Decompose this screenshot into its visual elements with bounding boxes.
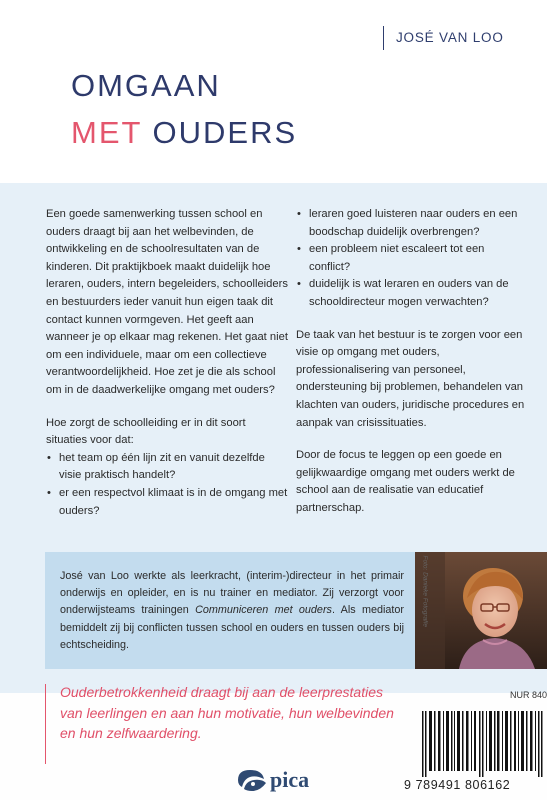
bullet-item: • er een respectvol klimaat is in de omgang met ouders? <box>46 485 288 520</box>
question-paragraph: Hoe zorgt de schoolleiding er in dit soort situaties voor dat: <box>46 416 246 447</box>
left-column <box>46 206 288 520</box>
author-name: JOSÉ VAN LOO <box>396 30 504 45</box>
title-line-2 <box>71 115 297 151</box>
intro-paragraph: Een goede samenwerking tussen school en ouders draagt bij aan het welbevinden, de ontwikkeling en de schoolresultaten van de kinderen. Dit praktijkboek maakt duidelijk hoe leraren, ouders, intern begeleiders, schoolleiders en bestuurders ieder vanuit hun eigen taak dit contact kunnen vormgeven. Het geeft aan wanneer je op elkaar mag rekenen. Het gaat niet om een individuele, maar om een collectieve verantwoordelijkheid. Hoe zet je die als school om in de daadwerkelijke omgang met ouders? <box>46 208 288 396</box>
bullet-item: • leraren goed luisteren naar ouders en een boodschap duidelijk overbrengen? <box>296 206 528 241</box>
author-photo <box>415 552 547 669</box>
bio-text-start: José van Loo werkte als leerkracht, (interim-)directeur in het primair onderwijs en opleider, en is nu trainer en mediator. Zij verzorgt voor onderwijsteams trainingen <box>60 570 404 617</box>
author-bio <box>60 568 404 654</box>
bullet-item: • het team op één lijn zit en vanuit dezelfde visie praktisch handelt? <box>46 450 288 485</box>
bio-training-title: Communiceren met ouders <box>195 604 332 617</box>
photo-credit: Foto: Danieke Fotografie <box>421 555 429 628</box>
author-divider <box>383 26 384 50</box>
bullet-item: • een probleem niet escaleert tot een conflict? <box>296 241 528 276</box>
barcode <box>420 711 547 777</box>
isbn-number: 9 789491 806162 <box>404 778 511 792</box>
publisher-logo-icon <box>236 767 268 793</box>
board-paragraph: De taak van het bestuur is te zorgen voor een visie op omgang met ouders, professionalisering van personeel, ondersteuning bij problemen, behandelen van klachten van ouders, juridische procedures en aanpak van crisissituaties. <box>296 328 525 429</box>
right-column <box>296 206 528 518</box>
partnership-paragraph: Door de focus te leggen op een goede en gelijkwaardige omgang met ouders werkt de school aan de realisatie van educatief partnerschap. <box>296 449 515 514</box>
bio-text-end: . Als mediator bemiddelt zij bij conflicten tussen school en ouders en tussen ouders bij echtscheiding. <box>60 604 404 651</box>
title-accent-word: MET <box>71 115 142 150</box>
title-line-1: OMGAAN <box>71 68 221 103</box>
nur-code: NUR 840 <box>510 690 547 700</box>
pull-quote: Ouderbetrokkenheid draagt bij aan de leerprestaties van leerlingen en aan hun motivatie, hun welbevinden en hun zelfwaardering. <box>60 684 394 741</box>
title-rest: OUDERS <box>152 115 298 150</box>
quote-bar <box>45 684 46 764</box>
publisher-name: pica <box>270 767 310 792</box>
bullet-item: • duidelijk is wat leraren en ouders van de schooldirecteur mogen verwachten? <box>296 276 528 311</box>
